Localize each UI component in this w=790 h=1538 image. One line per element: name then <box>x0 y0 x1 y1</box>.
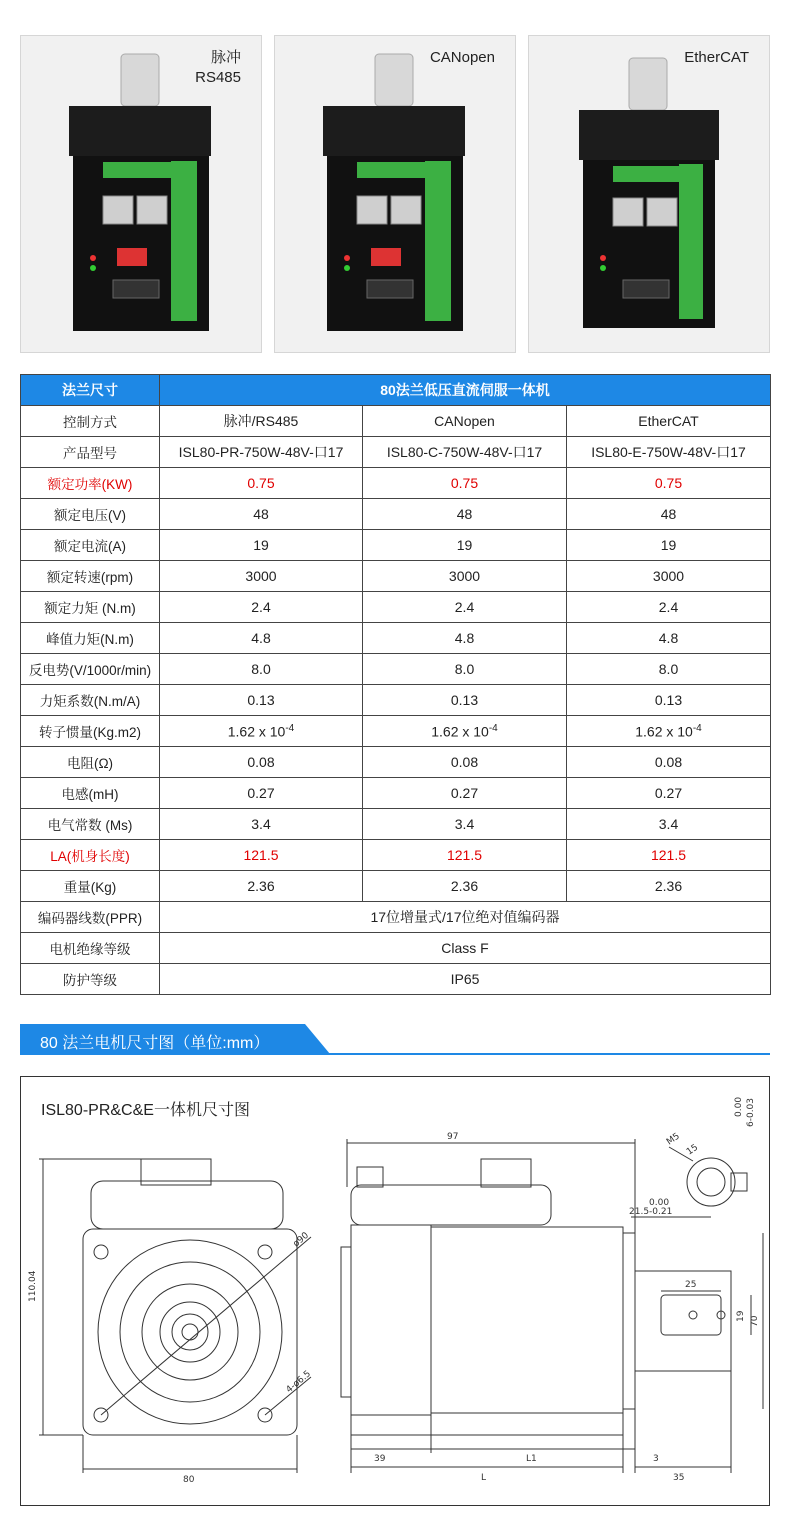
value-text: 0.13 <box>654 692 683 708</box>
row-label: 转子惯量(Kg.m2) <box>21 716 160 747</box>
value-text: 48 <box>456 506 473 522</box>
table-row <box>21 561 771 592</box>
value-text: 0.75 <box>450 475 479 491</box>
row-value <box>363 654 567 685</box>
row-label: 反电势(V/1000r/min) <box>21 654 160 685</box>
value-text: 3000 <box>245 568 277 584</box>
row-value <box>160 530 363 561</box>
row-value <box>363 499 567 530</box>
value-text: 3.4 <box>454 816 475 832</box>
table-row <box>21 933 771 964</box>
value-text: 4.8 <box>658 630 679 646</box>
table-row <box>21 530 771 561</box>
row-value <box>160 592 363 623</box>
row-value <box>160 871 363 902</box>
value-text: ISL80-PR-750W-48V-口17 <box>178 444 344 460</box>
dim-side-total: 97 <box>447 1132 459 1142</box>
side-view <box>341 1139 763 1473</box>
dim-key-dev-bot: 6-0.03 <box>746 1097 756 1127</box>
row-label: 额定电压(V) <box>21 499 160 530</box>
row-value <box>160 747 363 778</box>
row-value <box>567 499 771 530</box>
table-row <box>21 592 771 623</box>
row-value <box>363 623 567 654</box>
row-value <box>567 809 771 840</box>
spec-table <box>20 374 771 995</box>
row-value <box>363 437 567 468</box>
dim-side-39: 39 <box>374 1454 386 1464</box>
value-text: 48 <box>253 506 269 522</box>
row-value <box>567 716 771 747</box>
row-value <box>567 437 771 468</box>
value-text: 0.27 <box>247 785 275 801</box>
value-text: 19 <box>456 537 473 553</box>
row-value <box>363 530 567 561</box>
value-text: 19 <box>253 537 269 553</box>
row-value <box>567 778 771 809</box>
value-text: 121.5 <box>243 847 279 863</box>
row-label: 电气常数 (Ms) <box>21 809 160 840</box>
value-text: 0.08 <box>247 754 275 770</box>
row-label: 控制方式 <box>21 406 160 437</box>
value-text: 1.62 x 10 <box>431 723 489 740</box>
value-text: 0.27 <box>654 785 683 801</box>
value-text: 2.36 <box>247 878 275 894</box>
row-value <box>363 716 567 747</box>
value-text: 0.13 <box>450 692 479 708</box>
value-text: 0.27 <box>450 785 479 801</box>
value-text: 1.62 x 10 <box>227 723 286 740</box>
row-value <box>363 747 567 778</box>
value-text: 121.5 <box>650 847 687 863</box>
row-value <box>567 592 771 623</box>
dim-shaft-dev-bot: 21.5-0.21 <box>629 1207 673 1217</box>
row-label: 额定力矩 (N.m) <box>21 592 160 623</box>
value-text: ISL80-C-750W-48V-口17 <box>386 444 543 460</box>
header-flange-size: 法兰尺寸 <box>21 375 160 406</box>
row-label: 额定电流(A) <box>21 530 160 561</box>
section-header <box>20 1024 770 1058</box>
motor-image-c <box>275 36 517 354</box>
row-value <box>567 530 771 561</box>
photo-caption: CANopen <box>429 49 495 66</box>
row-label: 产品型号 <box>21 437 160 468</box>
table-row <box>21 840 771 871</box>
photo-pulse-rs485 <box>20 35 262 353</box>
dim-key-len: 25 <box>685 1280 697 1290</box>
row-value <box>363 685 567 716</box>
row-label: 力矩系数(N.m/A) <box>21 685 160 716</box>
row-value <box>567 747 771 778</box>
row-value <box>363 561 567 592</box>
dim-depth15: 15 <box>684 1142 701 1158</box>
header-product-line: 80法兰低压直流伺服一体机 <box>160 375 771 406</box>
dim-circle-dia: ø90 <box>291 1230 311 1250</box>
table-row <box>21 809 771 840</box>
dim-front-height: 110.04 <box>28 1270 38 1302</box>
motor-image-e <box>529 36 771 354</box>
value-text: ISL80-E-750W-48V-口17 <box>591 444 746 460</box>
row-label: 电机绝缘等级 <box>21 933 160 964</box>
row-value <box>567 871 771 902</box>
row-value: 17位增量式/17位绝对值编码器 <box>160 902 771 933</box>
value-text: 3.4 <box>658 816 679 832</box>
row-value <box>160 437 363 468</box>
value-text: 8.0 <box>454 661 475 677</box>
dim-flange-thk: 3 <box>653 1454 659 1464</box>
dim-side-l: L <box>481 1473 487 1483</box>
front-view <box>39 1159 311 1473</box>
table-row <box>21 902 771 933</box>
value-text: 2.4 <box>454 599 475 615</box>
row-label: 额定转速(rpm) <box>21 561 160 592</box>
row-value <box>567 468 771 499</box>
row-value <box>363 871 567 902</box>
value-text: 8.0 <box>251 661 271 677</box>
table-row <box>21 871 771 902</box>
value-text: 0.75 <box>654 475 683 491</box>
row-label: 编码器线数(PPR) <box>21 902 160 933</box>
table-row <box>21 406 771 437</box>
dim-holes: 4-ø6.5 <box>284 1369 313 1396</box>
dim-front-width: 80 <box>183 1475 195 1485</box>
value-exponent: -4 <box>488 722 498 734</box>
dim-side-l1: L1 <box>526 1454 537 1464</box>
value-text: 2.4 <box>658 599 679 615</box>
row-label: 额定功率(KW) <box>21 468 160 499</box>
table-row <box>21 499 771 530</box>
row-value <box>160 685 363 716</box>
table-row <box>21 747 771 778</box>
photo-ethercat <box>528 35 770 353</box>
value-text: 2.4 <box>251 599 271 615</box>
dimension-drawing <box>20 1076 770 1506</box>
row-label: 峰值力矩(N.m) <box>21 623 160 654</box>
row-label: 电阻(Ω) <box>21 747 160 778</box>
value-text: 3.4 <box>251 816 271 832</box>
row-label: 电感(mH) <box>21 778 160 809</box>
row-value <box>160 654 363 685</box>
drawing-title: ISL80-PR&C&E一体机尺寸图 <box>41 1102 250 1119</box>
row-value <box>160 499 363 530</box>
row-value <box>567 685 771 716</box>
value-text: 3000 <box>448 568 481 584</box>
value-text: 48 <box>660 506 677 522</box>
row-value <box>567 654 771 685</box>
row-value <box>160 406 363 437</box>
value-text: 4.8 <box>454 630 475 646</box>
row-label: 防护等级 <box>21 964 160 995</box>
table-row <box>21 685 771 716</box>
row-value <box>363 840 567 871</box>
table-row <box>21 716 771 747</box>
value-text: 0.13 <box>247 692 275 708</box>
photo-canopen <box>274 35 516 353</box>
row-value <box>363 809 567 840</box>
value-text: CANopen <box>434 413 495 429</box>
row-value <box>160 778 363 809</box>
drawing-svg <box>21 1077 769 1505</box>
value-text: 2.36 <box>450 878 479 894</box>
dim-shaft-dev-top: 0.00 <box>649 1198 670 1208</box>
value-text: 1.62 x 10 <box>635 723 693 740</box>
row-value <box>160 468 363 499</box>
value-text: 3000 <box>652 568 685 584</box>
dim-shaft-len: 35 <box>673 1473 685 1483</box>
value-text: EtherCAT <box>638 413 699 429</box>
table-row <box>21 654 771 685</box>
product-photos <box>20 35 770 355</box>
value-text: 脉冲/RS485 <box>223 413 299 429</box>
value-text: 4.8 <box>251 630 271 646</box>
row-value: Class F <box>160 933 771 964</box>
row-label: LA(机身长度) <box>21 840 160 871</box>
value-text: 19 <box>660 537 677 553</box>
table-header-row <box>21 375 771 406</box>
value-text: 121.5 <box>446 847 483 863</box>
table-row <box>21 623 771 654</box>
row-label: 重量(Kg) <box>21 871 160 902</box>
row-value <box>160 809 363 840</box>
value-text: 0.08 <box>654 754 683 770</box>
section-header-line <box>20 1053 770 1055</box>
row-value <box>363 592 567 623</box>
row-value <box>363 468 567 499</box>
photo-caption: EtherCAT <box>684 49 749 66</box>
table-row <box>21 437 771 468</box>
table-row <box>21 778 771 809</box>
value-text: 2.36 <box>654 878 683 894</box>
dim-m5: M5 <box>664 1131 682 1148</box>
row-value <box>363 778 567 809</box>
value-text: 0.08 <box>450 754 479 770</box>
table-row <box>21 468 771 499</box>
row-value <box>160 623 363 654</box>
value-text: 0.75 <box>247 475 275 491</box>
dim-shaft-dia: 19 <box>736 1310 746 1322</box>
row-value <box>567 840 771 871</box>
row-value <box>567 623 771 654</box>
row-value <box>160 561 363 592</box>
value-exponent: -4 <box>285 722 295 734</box>
row-value <box>363 406 567 437</box>
dim-key-dev-top: 0.00 <box>734 1096 744 1117</box>
value-exponent: -4 <box>692 722 702 734</box>
row-value <box>160 716 363 747</box>
photo-caption: 脉冲 RS485 <box>195 49 241 86</box>
table-row <box>21 964 771 995</box>
section-title: 80 法兰电机尺寸图（单位:mm） <box>40 1035 270 1052</box>
row-value <box>567 561 771 592</box>
row-value <box>567 406 771 437</box>
dim-spigot-dia: 70 <box>750 1315 760 1327</box>
row-value <box>160 840 363 871</box>
value-text: 8.0 <box>658 661 679 677</box>
row-value: IP65 <box>160 964 771 995</box>
